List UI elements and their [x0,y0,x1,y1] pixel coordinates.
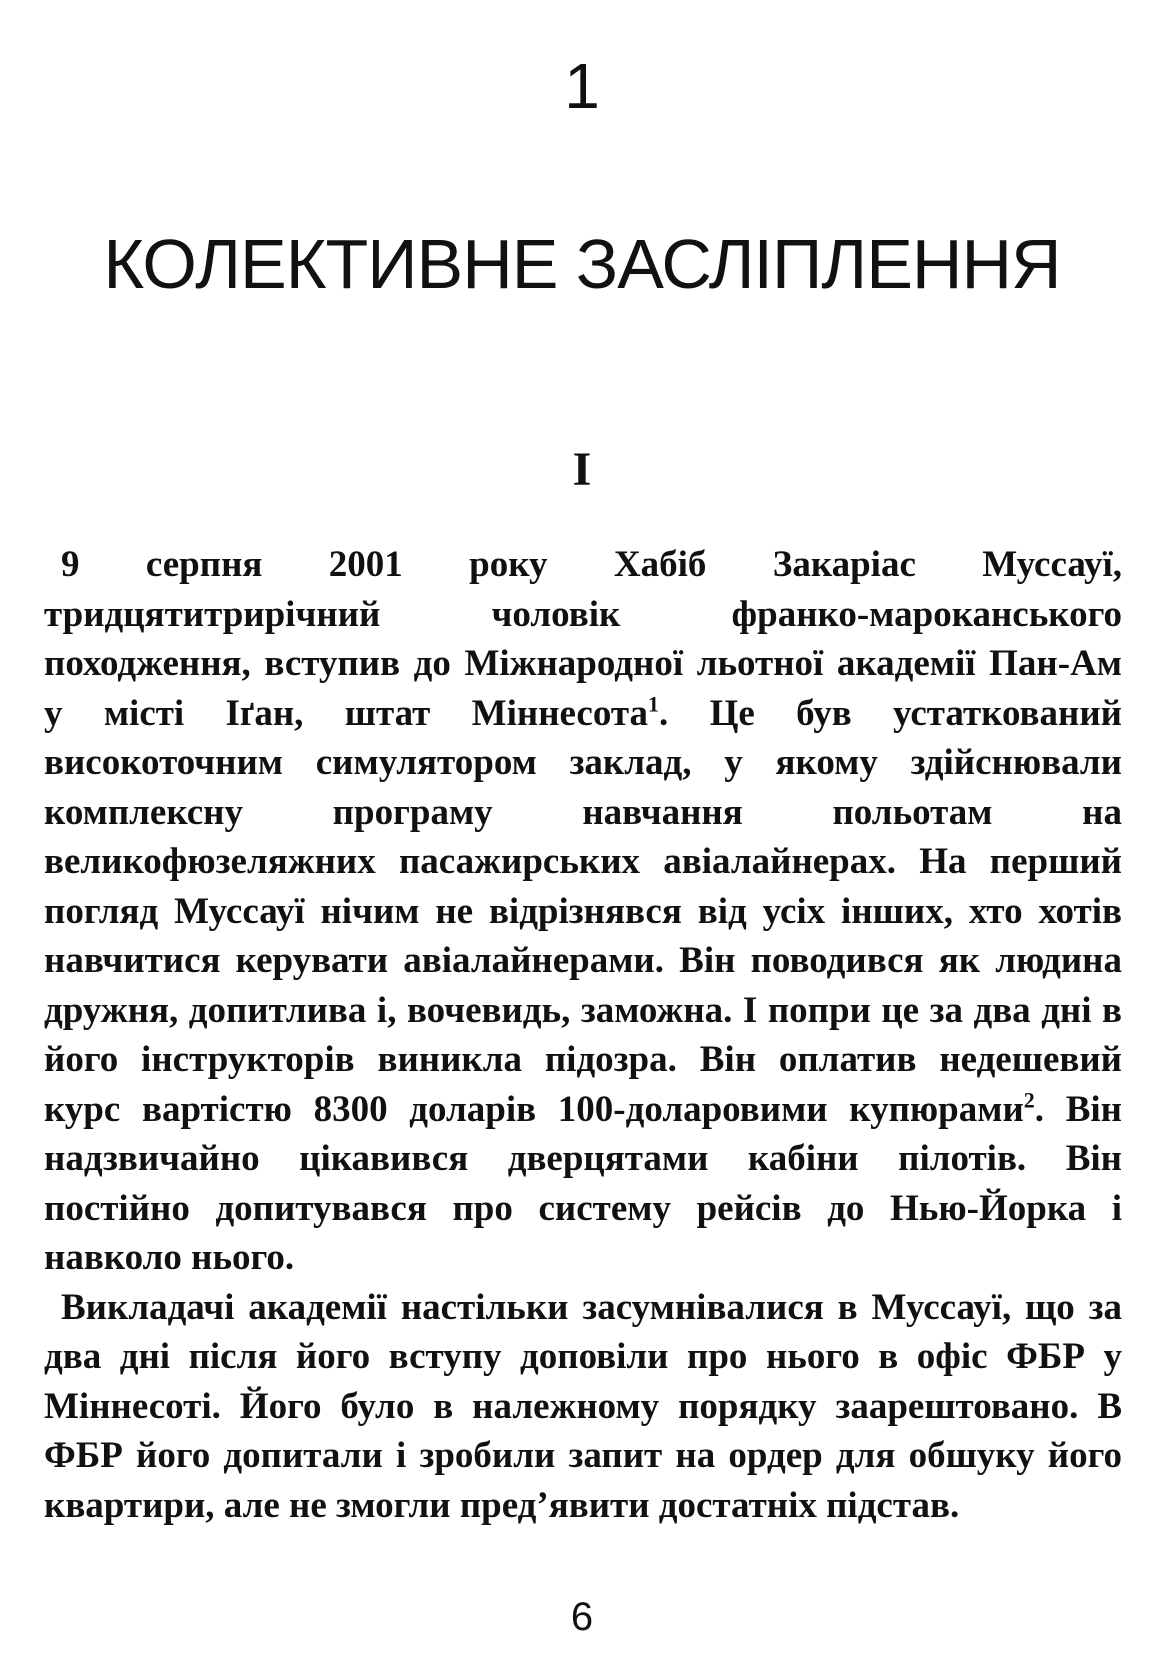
page-number: 6 [570,1595,594,1639]
body-text [44,540,1122,1530]
section-heading: I [572,443,592,496]
footnote-ref-1: 1 [647,691,659,717]
paragraph-1-part-1: 9 серпня 2001 року Хабіб Закаріас Муссауї, тридцятитрирічний чоловік франко-мароканського походження, вступив до Міжнародної льотної академії Пан-Ам у місті Іґан, штат Міннесота [44,544,1122,734]
paragraph-1-part-3: . Він надзвичайно цікавився дверцятами кабіни пілотів. Він постійно допитувався про систему рейсів до Нью-Йорка і навколо нього. [44,1088,1122,1278]
paragraph-2: Викладачі академії настільки засумнівалися в Муссауї, що за два дні після його вступу доповіли про нього в офіс ФБР у Міннесоті. Його було в належному порядку заарештовано. В ФБР його допитали і зробили запит на ордер для обшуку його квартири, але не змогли пред’явити достатніх підстав. [44,1286,1122,1526]
footnote-ref-2: 2 [1023,1087,1035,1113]
chapter-number: 1 [564,50,600,122]
paragraph-1-part-2: . Це був устаткований високоточним симулятором заклад, у якому здійснювали комплексну програму навчання польотам на великофюзеляжних пасажирських авіалайнерах. На перший погляд Муссауї нічим не відрізнявся від усіх інших, хто хотів навчитися керувати авіалайнерами. Він поводився як людина дружня, допитлива і, вочевидь, заможна. І попри це за два дні в його інструкторів виникла підозра. Він оплатив недешевий курс вартістю 8300 доларів 100-доларовими купюрами [44,692,1122,1130]
paragraph-1 [44,540,1122,1283]
chapter-title: КОЛЕКТИВНЕ ЗАСЛІПЛЕННЯ [103,225,1061,303]
